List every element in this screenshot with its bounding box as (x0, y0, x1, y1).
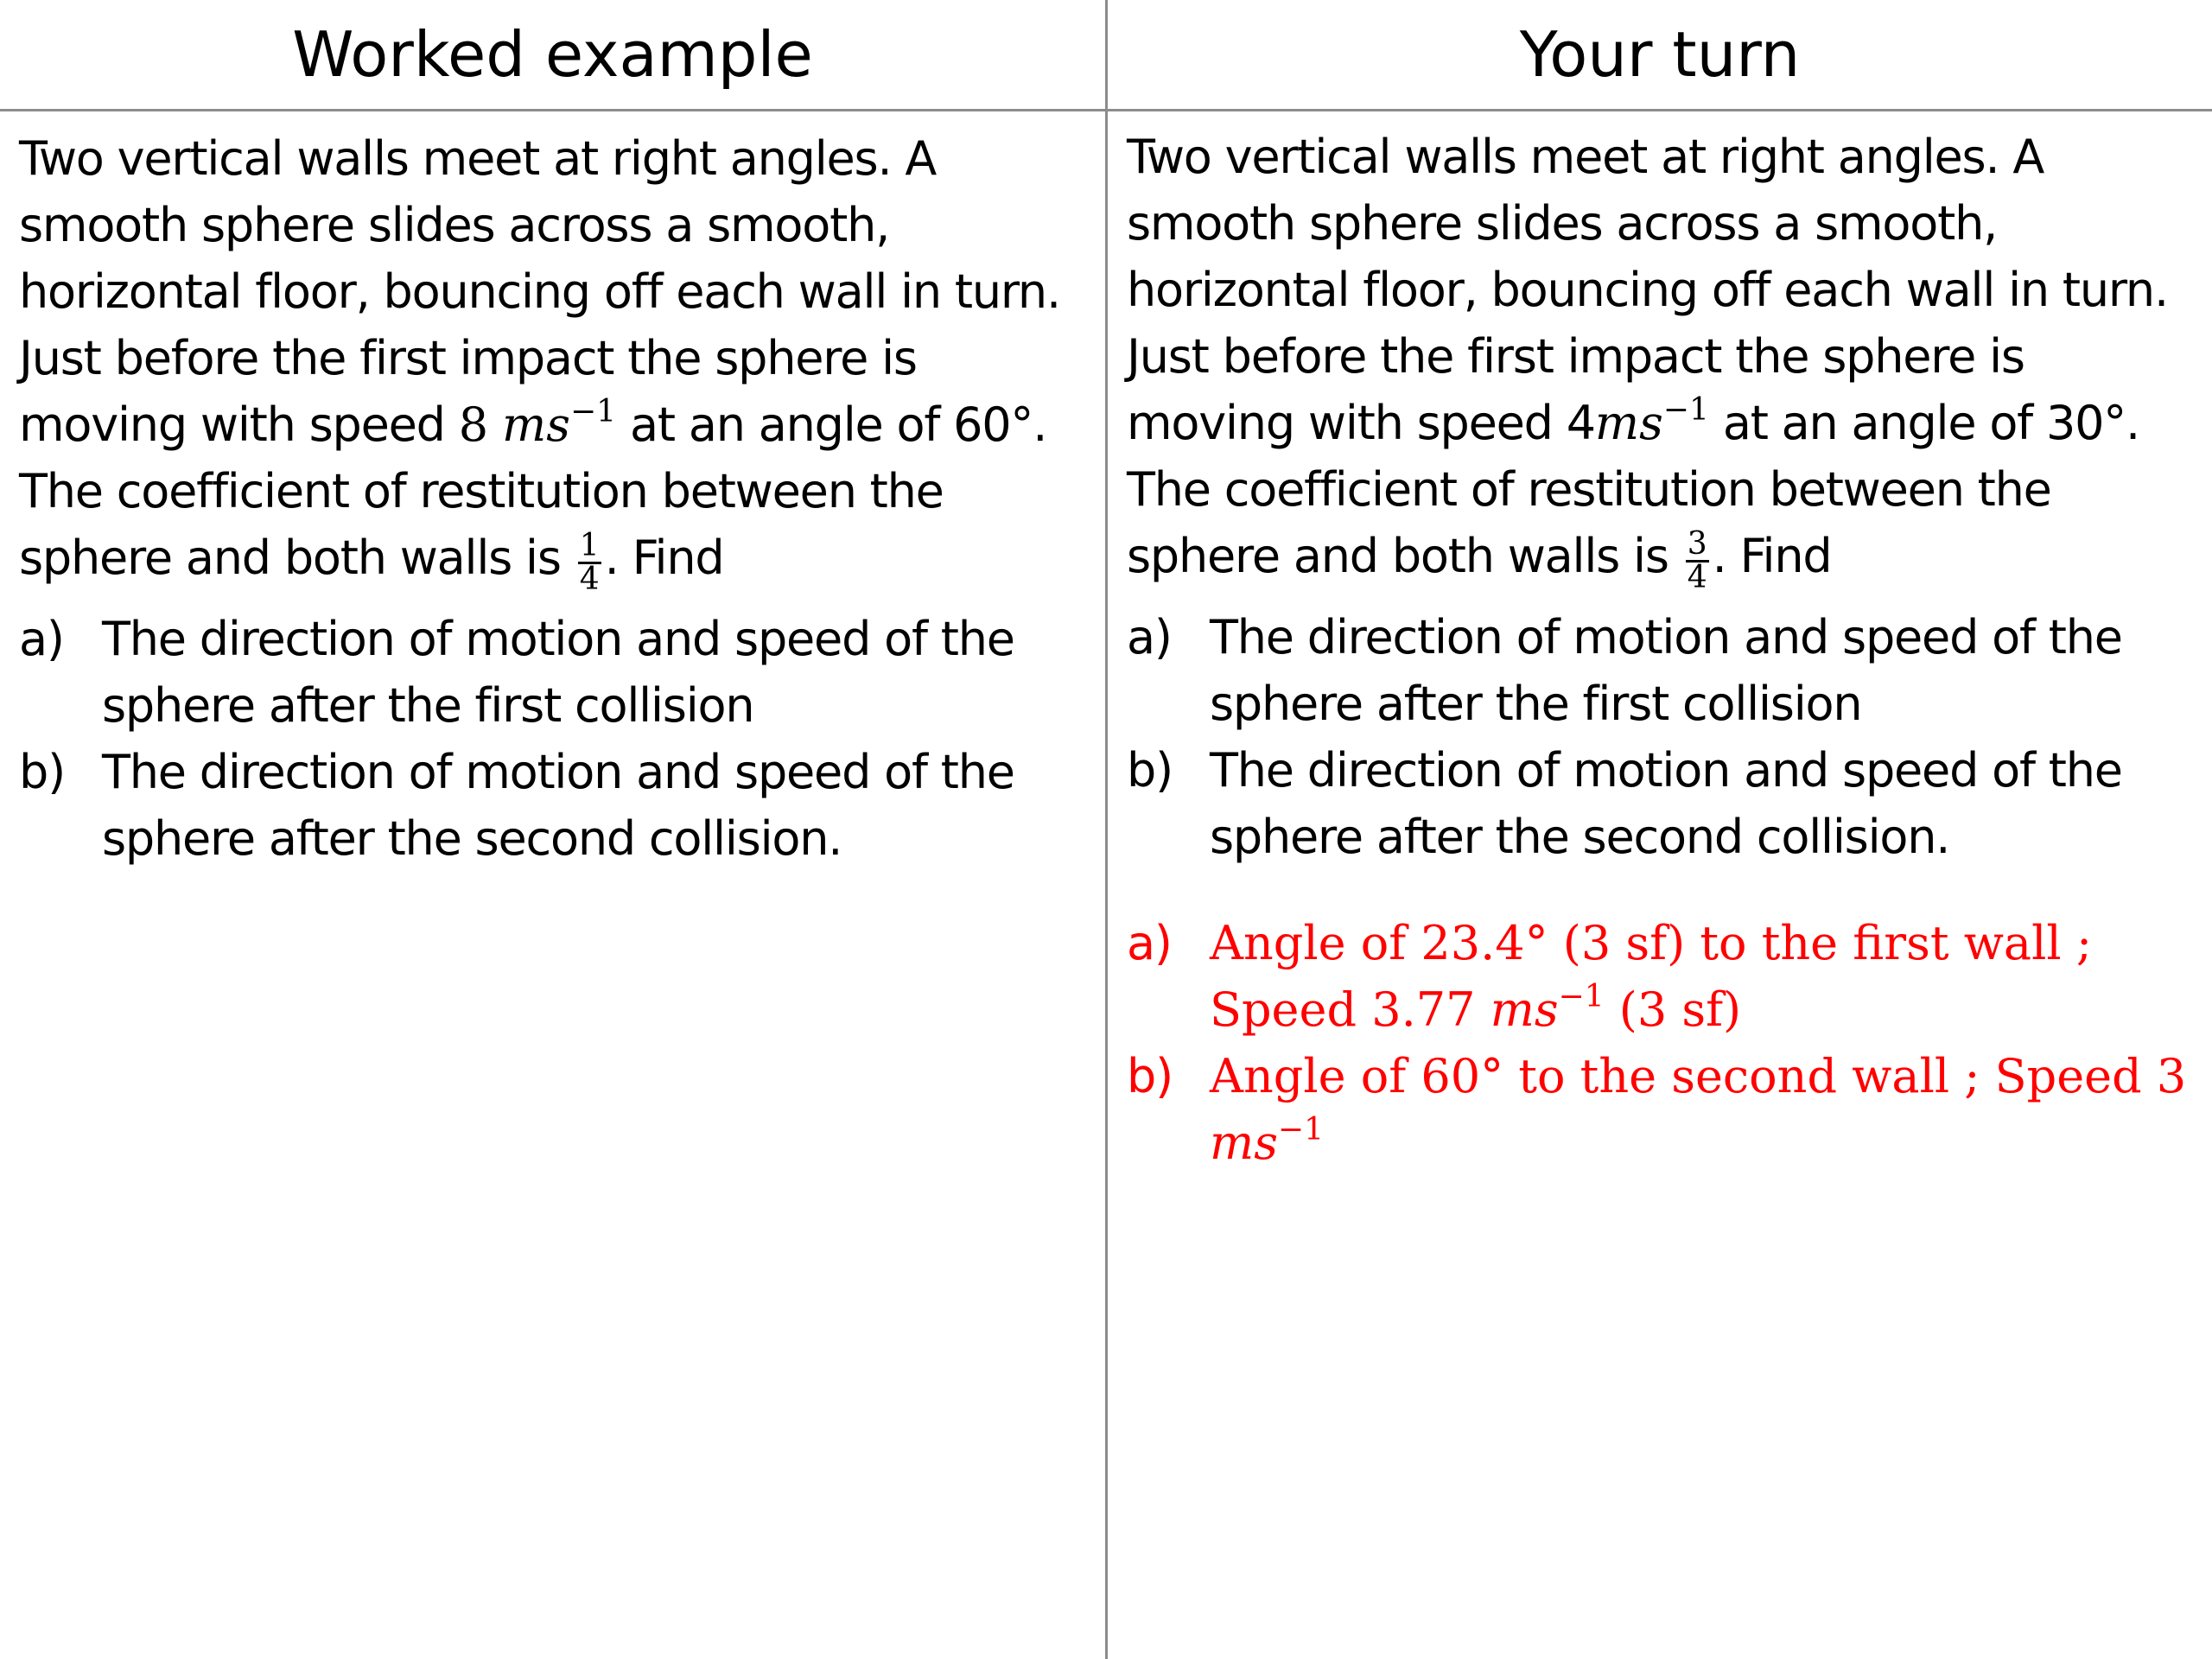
part-text: The direction of motion and speed of the sphere after the second collision. (1210, 742, 2122, 864)
answer-text-1: Angle of 60° to the second wall ; Speed 3 (1210, 1048, 2187, 1103)
speed-value: 4 (1566, 396, 1595, 450)
worked-example-problem (19, 125, 1090, 872)
problem-text-2: at an angle of 60°. The coefficient of restitution between the sphere and both walls is (19, 397, 1047, 585)
fraction-denominator: 4 (579, 561, 600, 597)
answer-unit: ms (1490, 982, 1559, 1037)
answer-text (1210, 910, 2198, 1043)
question-parts (1127, 604, 2198, 870)
worked-example-column (0, 0, 1105, 1659)
answer-unit-exponent: −1 (1558, 978, 1605, 1014)
question-parts (19, 606, 1090, 872)
list-item (19, 739, 1090, 872)
part-label: b) (1127, 742, 1173, 798)
answer-label: a) (1127, 915, 1172, 970)
answers (1127, 910, 2198, 1176)
worked-example-heading: Worked example (292, 18, 813, 91)
problem-statement (1127, 124, 2198, 595)
speed-value: 8 (458, 397, 489, 452)
restitution-fraction (1686, 525, 1709, 595)
speed-unit: ms (1594, 396, 1663, 450)
answer-text (1210, 1043, 2198, 1176)
problem-text-1: Two vertical walls meet at right angles. A smooth sphere slides across a smooth, horizontal floor, bouncing off each wall in turn. Just before the first impact the sphere is moving with speed (19, 131, 1060, 452)
problem-text-3: . Find (1712, 529, 1832, 583)
answer-text-1: Angle of 23.4° (3 sf) to the first wall ; Speed 3.77 (1210, 915, 2093, 1037)
speed-unit-exponent: −1 (1662, 392, 1709, 428)
part-text: The direction of motion and speed of the sphere after the first collision (102, 611, 1014, 733)
list-item (1127, 1043, 2198, 1176)
fraction-numerator: 3 (1687, 525, 1707, 562)
part-text: The direction of motion and speed of the sphere after the second collision. (102, 744, 1014, 866)
fraction-denominator: 4 (1687, 559, 1707, 595)
list-item (1127, 737, 2198, 870)
answer-text-2: (3 sf) (1604, 982, 1742, 1037)
your-turn-problem (1127, 124, 2198, 1176)
speed-unit: ms (502, 397, 570, 452)
part-text: The direction of motion and speed of the sphere after the first collision (1210, 609, 2122, 731)
part-label: a) (1127, 609, 1172, 664)
problem-statement (19, 125, 1090, 597)
your-turn-column (1108, 0, 2212, 1659)
list-item (1127, 604, 2198, 737)
your-turn-heading: Your turn (1519, 18, 1801, 91)
answer-unit: ms (1210, 1115, 1278, 1170)
speed-unit-exponent: −1 (569, 394, 617, 429)
problem-text-2: at an angle of 30°. The coefficient of restitution between the sphere and both walls is (1127, 396, 2140, 583)
list-item (19, 606, 1090, 739)
problem-text-1: Two vertical walls meet at right angles. A smooth sphere slides across a smooth, horizontal floor, bouncing off each wall in turn. Just before the first impact the sphere is moving with speed (1127, 130, 2168, 450)
fraction-numerator: 1 (579, 527, 600, 563)
answer-unit-exponent: −1 (1277, 1111, 1324, 1147)
list-item (1127, 910, 2198, 1043)
answer-label: b) (1127, 1048, 1173, 1103)
part-label: a) (19, 611, 64, 666)
problem-text-3: . Find (604, 531, 724, 585)
restitution-fraction (578, 527, 601, 597)
part-label: b) (19, 744, 65, 799)
